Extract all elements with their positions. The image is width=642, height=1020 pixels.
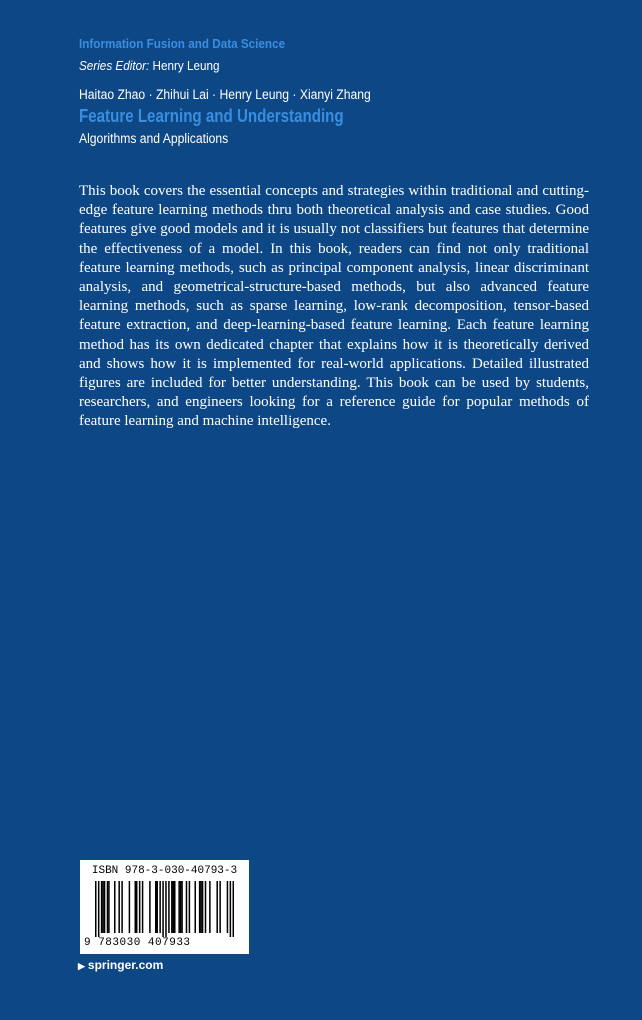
ean-digits: 9 783030 407933 — [84, 937, 191, 949]
book-title: Feature Learning and Understanding — [79, 106, 344, 126]
book-authors: Haitao Zhao · Zhihui Lai · Henry Leung · Xianyi Zhang — [79, 87, 371, 102]
barcode-bar — [159, 881, 161, 933]
series-editor-name: Henry Leung — [152, 58, 220, 73]
barcode-bar — [216, 881, 218, 933]
barcode-bar — [156, 881, 158, 933]
barcode-bar — [142, 881, 144, 933]
book-subtitle: Algorithms and Applications — [79, 131, 229, 146]
barcode-bar — [139, 881, 141, 933]
barcode-bar — [107, 881, 109, 933]
barcode-bar — [121, 881, 123, 933]
barcode-bar — [173, 881, 175, 933]
barcode-bar — [101, 881, 103, 933]
barcode-bar — [108, 881, 110, 933]
barcode-bar — [194, 881, 196, 933]
barcode-bar — [104, 881, 106, 933]
barcode-bar — [205, 881, 207, 933]
isbn-label: ISBN 978-3-030-40793-3 — [91, 865, 238, 877]
barcode-bar — [230, 881, 232, 937]
barcode-bar — [233, 881, 234, 937]
barcode-image — [95, 881, 234, 937]
barcode-bar — [171, 881, 173, 933]
barcode-bar — [135, 881, 137, 933]
barcode-bar — [186, 881, 188, 933]
barcode-bar — [227, 881, 229, 933]
arrow-icon: ▶ — [78, 961, 85, 971]
barcode-bar — [165, 881, 167, 937]
book-description: This book covers the essential concepts and strategies within traditional and cutting-edge feature learning methods thru both theoretical analysis and case studies. Good features give good models and it is usually not classifiers but features that determine the effectiveness of a model. In this book, readers can find not only traditional feature learning methods, such as principal component analysis, linear discriminant analysis, and geometrical-structure-based methods, but also advanced feature learning methods, such as sparse learning, low-rank decomposition, tensor-based feature extraction, and deep-learning-based feature learning. Each feature learning method has its own dedicated chapter that explains how it is theoretically derived and shows how it is implemented for real-world applications. Detailed illustrated figures are included for better understanding. This book can be used by students, researchers, and engineers looking for a reference guide for popular methods of feature learning and machine intelligence. — [79, 183, 589, 430]
barcode-bar — [200, 881, 202, 933]
barcode-bar — [178, 881, 180, 933]
barcode-bar — [199, 881, 201, 933]
series-editor-label: Series Editor: — [79, 58, 150, 73]
barcode-bar — [168, 881, 170, 933]
barcode-bar — [219, 881, 221, 933]
barcode-bar — [129, 881, 131, 933]
barcode-bar — [95, 881, 97, 937]
barcode-bar — [149, 881, 151, 933]
series-title: Information Fusion and Data Science — [79, 36, 286, 51]
publisher-link[interactable] — [78, 958, 163, 972]
barcode-bar — [136, 881, 138, 933]
barcode-bar — [155, 881, 157, 933]
barcode-bar — [98, 881, 100, 937]
barcode-bar — [174, 881, 176, 933]
barcode-bar — [114, 881, 116, 933]
barcode-bar — [181, 881, 183, 933]
barcode-bar — [209, 881, 211, 933]
isbn-barcode-box — [80, 860, 249, 954]
barcode-bar — [118, 881, 120, 933]
barcode-bar — [162, 881, 164, 937]
series-editor — [79, 58, 220, 73]
barcode-bar — [102, 881, 104, 933]
barcode-bar — [202, 881, 204, 933]
barcode-bar — [180, 881, 182, 933]
barcode-bar — [189, 881, 191, 933]
publisher-link-text: springer.com — [87, 958, 164, 972]
